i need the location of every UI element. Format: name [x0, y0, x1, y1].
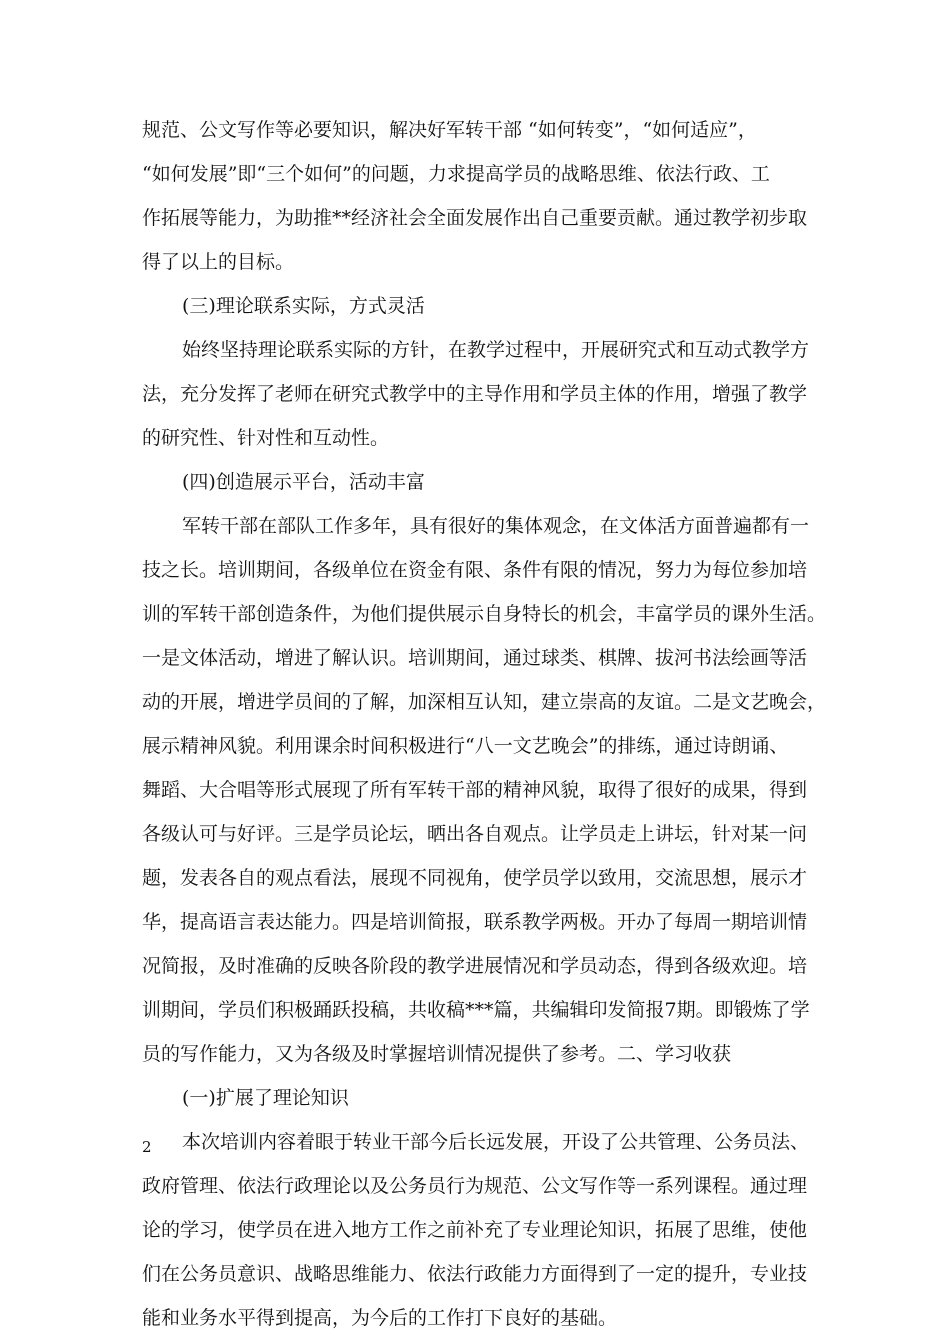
text-line: 论的学习，使学员在进入地方工作之前补充了专业理论知识，拓展了思维，使他 [142, 1219, 808, 1241]
text-line: 华，提高语言表达能力。四是培训简报，联系教学两极。开办了每周一期培训情 [142, 911, 808, 933]
text-line: 能和业务水平得到提高，为今后的工作打下良好的基础。 [142, 1307, 618, 1329]
text-line: 的研究性、针对性和互动性。 [142, 427, 390, 449]
text-line: 员的写作能力，又为各级及时掌握培训情况提供了参考。二、学习收获 [142, 1043, 732, 1065]
text-line: 本次培训内容着眼于转业干部今后长远发展，开设了公共管理、公务员法、 [182, 1131, 810, 1153]
text-line: 动的开展，增进学员间的了解，加深相互认知，建立崇高的友谊。二是文艺晚会， [142, 691, 827, 713]
text-line: 训的军转干部创造条件，为他们提供展示自身特长的机会，丰富学员的课外生活。 [142, 603, 827, 625]
section-heading: (三)理论联系实际，方式灵活 [182, 295, 425, 317]
section-heading: (一)扩展了理论知识 [182, 1087, 349, 1109]
text-line: “如何发展”即“三个如何”的问题，力求提高学员的战略思维、依法行政、工 [142, 163, 770, 185]
page-number: 2 [142, 1138, 152, 1156]
text-line: 法，充分发挥了老师在研究式教学中的主导作用和学员主体的作用，增强了教学 [142, 383, 808, 405]
text-line: 训期间，学员们积极踊跃投稿，共收稿***篇，共编辑印发简报7期。即锻炼了学 [142, 999, 810, 1021]
text-line: 展示精神风貌。利用课余时间积极进行“八一文艺晚会”的排练，通过诗朗诵、 [142, 735, 789, 757]
text-line: 况简报，及时准确的反映各阶段的教学进展情况和学员动态，得到各级欢迎。培 [142, 955, 808, 977]
text-line: 舞蹈、大合唱等形式展现了所有军转干部的精神风貌，取得了很好的成果，得到 [142, 779, 808, 801]
text-line: 军转干部在部队工作多年，具有很好的集体观念，在文体活方面普遍都有一 [182, 515, 810, 537]
text-line: 一是文体活动，增进了解认识。培训期间，通过球类、棋牌、拔河书法绘画等活 [142, 647, 808, 669]
document-body [142, 108, 827, 1340]
text-line: 作拓展等能力，为助推**经济社会全面发展作出自己重要贡献。通过教学初步取 [142, 207, 808, 229]
text-line: 政府管理、依法行政理论以及公务员行为规范、公文写作等一系列课程。通过理 [142, 1175, 808, 1197]
text-line: 技之长。培训期间，各级单位在资金有限、条件有限的情况，努力为每位参加培 [142, 559, 808, 581]
text-line: 题，发表各自的观点看法，展现不同视角，使学员学以致用，交流思想，展示才 [142, 867, 808, 889]
text-line: 规范、公文写作等必要知识，解决好军转干部 “如何转变”，“如何适应”， [142, 119, 757, 141]
text-line: 各级认可与好评。三是学员论坛，晒出各自观点。让学员走上讲坛，针对某一问 [142, 823, 808, 845]
text-line: 们在公务员意识、战略思维能力、依法行政能力方面得到了一定的提升，专业技 [142, 1263, 808, 1285]
text-line: 始终坚持理论联系实际的方针，在教学过程中，开展研究式和互动式教学方 [182, 339, 810, 361]
text-line: 得了以上的目标。 [142, 251, 295, 273]
section-heading: (四)创造展示平台，活动丰富 [182, 471, 425, 493]
